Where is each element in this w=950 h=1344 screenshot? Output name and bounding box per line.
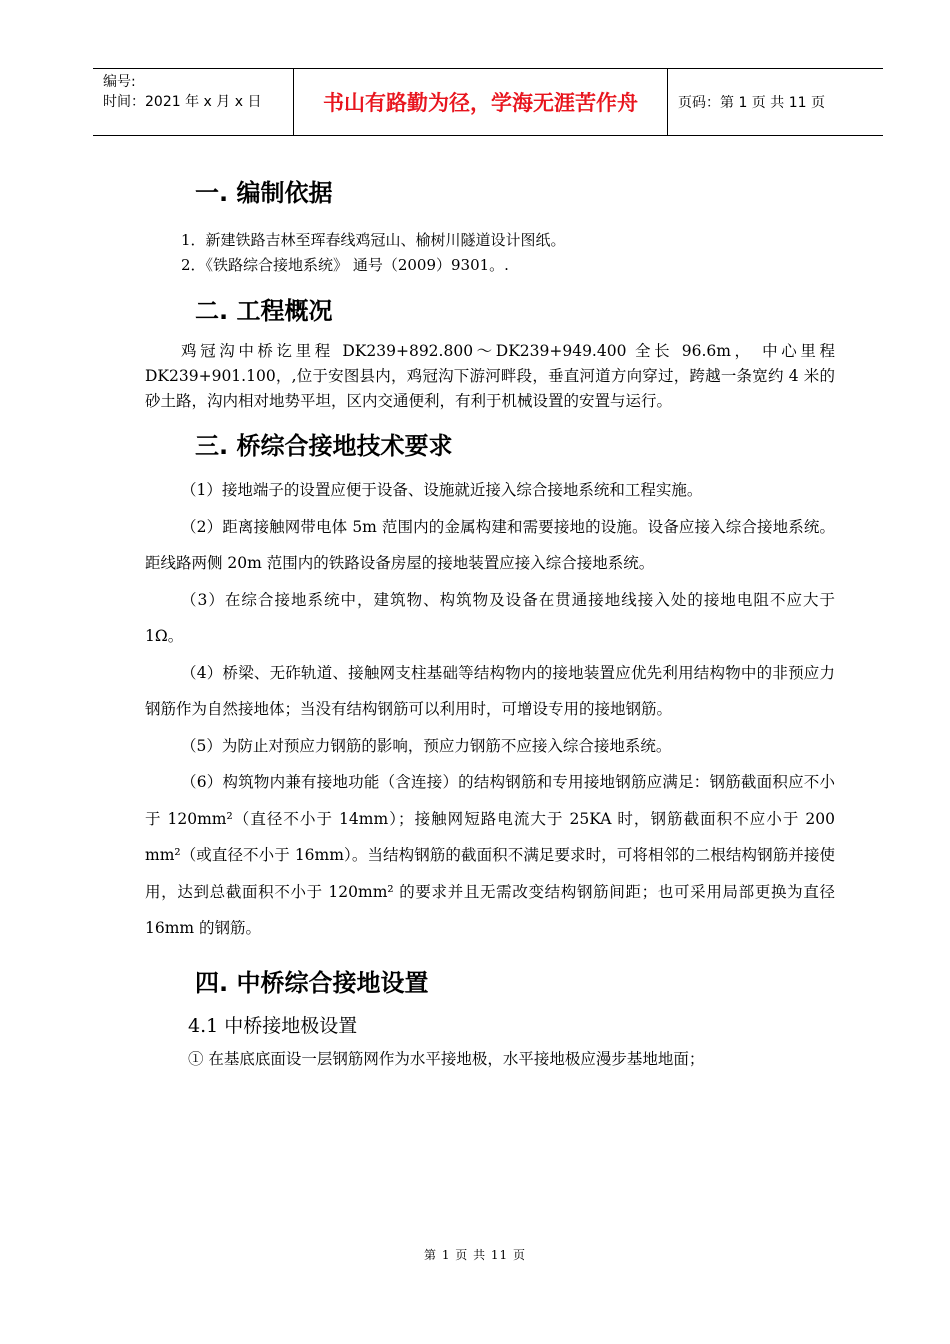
requirement-item: （5）为防止对预应力钢筋的影响，预应力钢筋不应接入综合接地系统。	[181, 736, 672, 755]
reference-item: 1．新建铁路吉林至珲春线鸡冠山、榆树川隧道设计图纸。	[181, 231, 566, 249]
header-meta	[93, 69, 294, 135]
requirement-item: （6）构筑物内兼有接地功能（含连接）的结构钢筋和专用接地钢筋应满足：钢筋截面积应不小于 120mm²（直径不小于 14mm）；接触网短路电流大于 25KA 时，钢筋截面积不应小于 200 mm²（或直径不小于 16mm）。当结构钢筋的截面积不满足要求时，可将相邻的二根结构钢筋并接使用，达到总截面积不小于 120mm² 的要求并且无需改变结构钢筋间距；也可采用局部更换为直径 16mm 的钢筋。	[145, 773, 835, 937]
subsection-title: 4.1 中桥接地极设置	[188, 1014, 358, 1037]
requirement-item: （1）接地端子的设置应便于设备、设施就近接入综合接地系统和工程实施。	[181, 481, 703, 499]
header-motto: 书山有路勤为径，学海无涯苦作舟	[294, 69, 668, 135]
project-overview-text: 鸡冠沟中桥讫里程 DK239+892.800～DK239+949.400 全长 96.6m， 中心里程 DK239+901.100，,位于安图县内，鸡冠沟下游河畔段，垂直河道方向穿过，跨越一条宽约 4 米的砂土路，沟内相对地势平坦，区内交通便利，有利于机械设置的安置与运行。	[145, 342, 835, 410]
requirement-item: （2）距离接触网带电体 5m 范围内的金属构建和需要接地的设施。设备应接入综合接地系统。距线路两侧 20m 范围内的铁路设备房屋的接地装置应接入综合接地系统。	[145, 517, 835, 572]
header-page-label: 页码：第 1 页 共 11 页	[678, 95, 825, 111]
section-1-title: 一. 编制依据	[195, 179, 333, 207]
page-footer: 第 1 页 共 11 页	[424, 1248, 526, 1262]
document-body	[145, 175, 835, 1077]
page-header	[93, 68, 883, 136]
setting-item: ① 在基底底面设一层钢筋网作为水平接地极，水平接地极应漫步基地地面；	[188, 1049, 705, 1068]
section-4-title: 四. 中桥综合接地设置	[195, 968, 429, 997]
time-label: 时间：2021 年 x 月 x 日	[103, 94, 262, 110]
section-3-title: 三. 桥综合接地技术要求	[195, 432, 453, 460]
requirement-item: （3）在综合接地系统中，建筑物、构筑物及设备在贯通接地线接入处的接地电阻不应大于 1Ω。	[145, 590, 835, 645]
section-2-title: 二. 工程概况	[195, 297, 333, 325]
number-label: 编号:	[103, 74, 136, 90]
requirement-item: （4）桥梁、无砟轨道、接触网支柱基础等结构物内的接地装置应优先利用结构物中的非预应力钢筋作为自然接地体；当没有结构钢筋可以利用时，可增设专用的接地钢筋。	[145, 663, 835, 718]
reference-item: 2．《铁路综合接地系统》 通号（2009）9301。.	[181, 256, 509, 274]
